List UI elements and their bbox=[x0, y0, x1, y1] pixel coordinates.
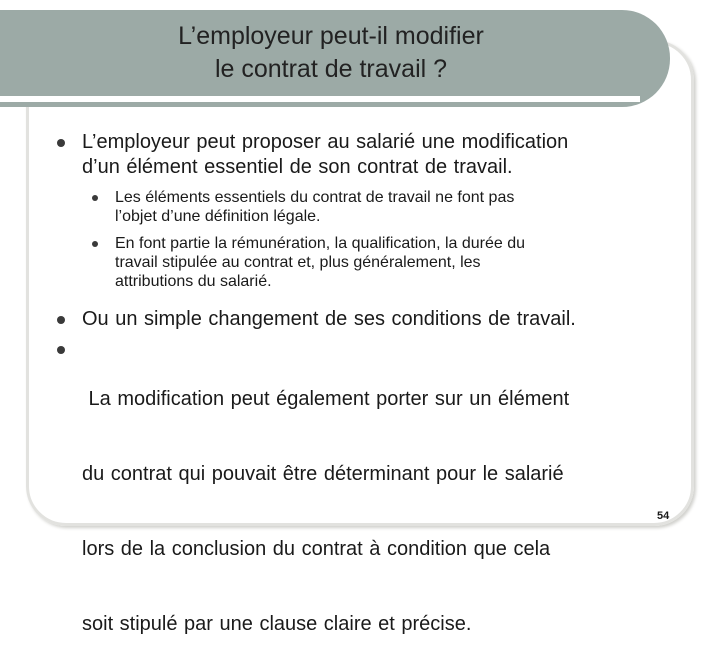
bullet-2-line-1: Ou un simple changement de ses conditions de travail. bbox=[82, 308, 576, 330]
bullet-1 bbox=[82, 130, 568, 180]
page-number: 54 bbox=[657, 510, 670, 522]
bullet-dot bbox=[57, 316, 65, 324]
sub-bullet-2-line-1: En font partie la rémunération, la qualification, la durée du bbox=[115, 235, 526, 252]
title-divider bbox=[0, 96, 640, 102]
bullet-3-line-4: soit stipulé par une clause claire et précise. bbox=[82, 613, 472, 635]
bullet-3-line-3: lors de la conclusion du contrat à condition que cela bbox=[82, 538, 551, 560]
sub-bullet-2 bbox=[115, 234, 525, 291]
bullet-dot bbox=[57, 346, 65, 354]
bullet-dot bbox=[57, 139, 65, 147]
sub-bullet-dot bbox=[92, 195, 98, 201]
sub-bullet-1-line-2: l’objet d’une définition légale. bbox=[115, 208, 321, 225]
sub-bullet-2-line-3: attributions du salarié. bbox=[115, 273, 272, 290]
bullet-1-line-1: L’employeur peut proposer au salarié une modification bbox=[82, 131, 569, 153]
sub-bullet-dot bbox=[92, 241, 98, 247]
bullet-2 bbox=[82, 307, 576, 332]
bullet-1-line-2: d’un élément essentiel de son contrat de travail. bbox=[82, 156, 513, 178]
slide-title: L’employeur peut-il modifier le contrat de travail ? bbox=[178, 22, 484, 83]
sub-bullet-1-line-1: Les éléments essentiels du contrat de travail ne font pas bbox=[115, 189, 515, 206]
bullet-3 bbox=[82, 337, 569, 662]
sub-bullet-2-line-2: travail stipulée au contrat et, plus généralement, les bbox=[115, 254, 481, 271]
bullet-3-line-2: du contrat qui pouvait être déterminant pour le salarié bbox=[82, 463, 564, 485]
bullet-3-line-1: La modification peut également porter sur un élément bbox=[82, 388, 570, 410]
sub-bullet-1 bbox=[115, 188, 514, 226]
